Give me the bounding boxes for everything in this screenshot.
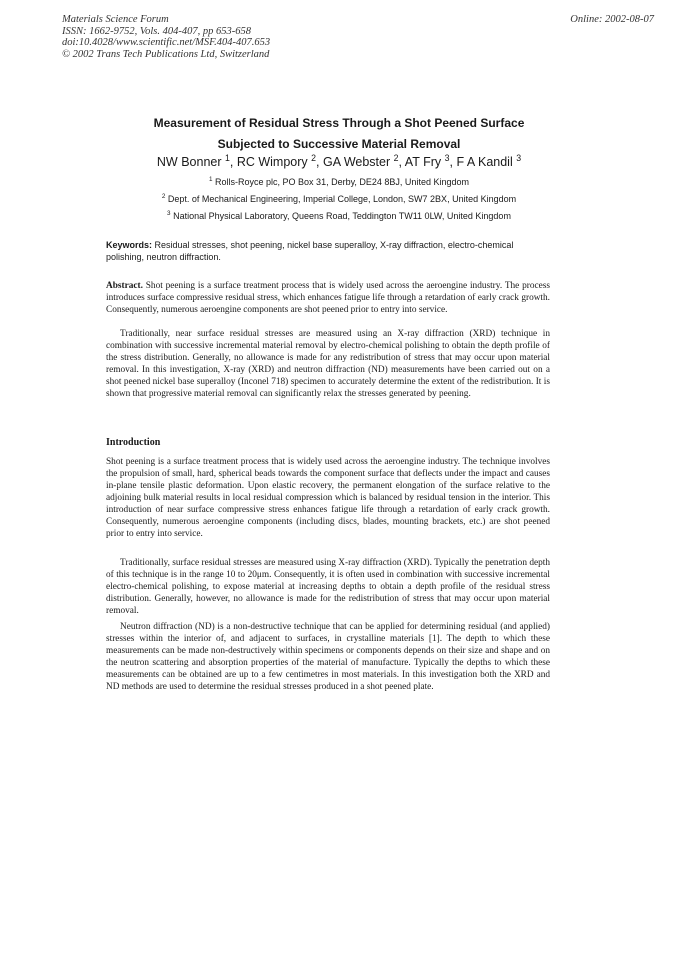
keywords [106, 239, 548, 263]
title-line-2: Subjected to Successive Material Removal [217, 137, 461, 151]
affiliation-2: $^2$ Dept. of Mechanical Engineering, Imperial College, London, SW7 2BX, United Kingdom [161, 193, 517, 204]
journal-name: Materials Science Forum [62, 14, 169, 25]
keywords-label: Keywords: [106, 240, 153, 250]
abstract-paragraph-2: Traditionally, near surface residual stresses are measured using an X-ray diffraction (XRD) technique in combination with successive incremental material removal by electro-chemical polishing to obtain the depth profile of the stress distribution. Generally, no allowance is made for any redistribution of stress that may occur upon material removal. In this investigation, X-ray (XRD) and neutron diffraction (ND) measurements have been carried out on a shot peened nickel base superalloy (Inconel 718) specimen to accurately determine the extent of the redistribution. It is shown that progressive material removal can significantly relax the stresses generated by peening. [106, 329, 550, 399]
doi-link[interactable]: doi:10.4028/www.scientific.net/MSF.404-407.653 [62, 37, 271, 48]
affiliation-1: $^1$ Rolls-Royce plc, PO Box 31, Derby, DE24 8BJ, United Kingdom [209, 176, 469, 187]
abstract-label: Abstract. [106, 281, 143, 291]
journal-header [62, 14, 270, 60]
author: RC Wimpory $^2$, [236, 152, 323, 169]
section-heading-introduction: Introduction [106, 437, 161, 448]
online-date: Online: 2002-08-07 [570, 14, 654, 25]
paper-title [90, 113, 588, 155]
author: F A Kandil $^3$ [456, 152, 522, 169]
watermark [60, 60, 82, 152]
author-list [60, 152, 618, 169]
author: AT Fry $^3$, [404, 152, 457, 169]
issn-line: ISSN: 1662-9752, Vols. 404-407, pp 653-658 [62, 25, 251, 37]
intro-paragraph-1: Shot peening is a surface treatment process that is widely used across the aeroengine industry. The technique involves the propulsion of small, hard, spherical beads towards the component surface that deflects under the impact and causes in-plane tensile plastic deformation. Upon elastic recovery, the permanent elongation of the surface relative to the adjoining bulk material results in local residual compression which is balanced by residual tension in the interior. This introduction of near surface compressive stress enhances fatigue life through a retardation of early crack growth. Consequently, numerous aeroengine components (including discs, blades, mounting brackets, etc.) are shot peened prior to entry into service. [106, 457, 550, 539]
abstract-paragraph-1: Abstract. Shot peening is a surface treatment process that is widely used across the aeroengine industry. The process introduces surface compressive residual stress, which enhances fatigue life through a retardation of early crack growth. Consequently, numerous aeroengine components are shot peened prior to entry into service. [106, 281, 550, 315]
intro-paragraph-2: Traditionally, surface residual stresses are measured using X-ray diffraction (XRD). Typically the penetration depth of this technique is in the range 10 to 20μm. Consequently, it is often used in combination with successive incremental electro-chemical polishing, to expose material at increasing depths to obtain a depth profile of the residual stress distribution. Generally, however, no allowance is made for the redistribution of stress that may occur upon material removal. [106, 558, 550, 616]
keywords-text: Residual stresses, shot peening, nickel base superalloy, X-ray diffraction, electro-chemical polishing, neutron diffraction. [106, 240, 514, 262]
affiliation-3: $^3$ National Physical Laboratory, Queens Road, Teddington TW11 0LW, United Kingdom [167, 210, 511, 221]
title-line-1: Measurement of Residual Stress Through a Shot Peened Surface [153, 116, 525, 130]
intro-paragraph-3: Neutron diffraction (ND) is a non-destructive technique that can be applied for determining residual (and applied) stresses within the interior of, and adjacent to surfaces, in crystalline materials [1]. The depth to which these measurements can be made non-destructively within specimens or components depends on their size and shape and on the neutron scattering and absorption properties of the material of manufacture. Typically the depths to which these measurements can be obtained are up to a few centimetres in most materials. In this investigation both the XRD and ND methods are used to determine the residual stresses produced in a shot peened plate. [106, 622, 550, 692]
author: GA Webster $^2$, [322, 152, 405, 169]
copyright-line: © 2002 Trans Tech Publications Ltd, Switzerland [62, 48, 270, 60]
author: NW Bonner $^1$, [156, 152, 237, 169]
